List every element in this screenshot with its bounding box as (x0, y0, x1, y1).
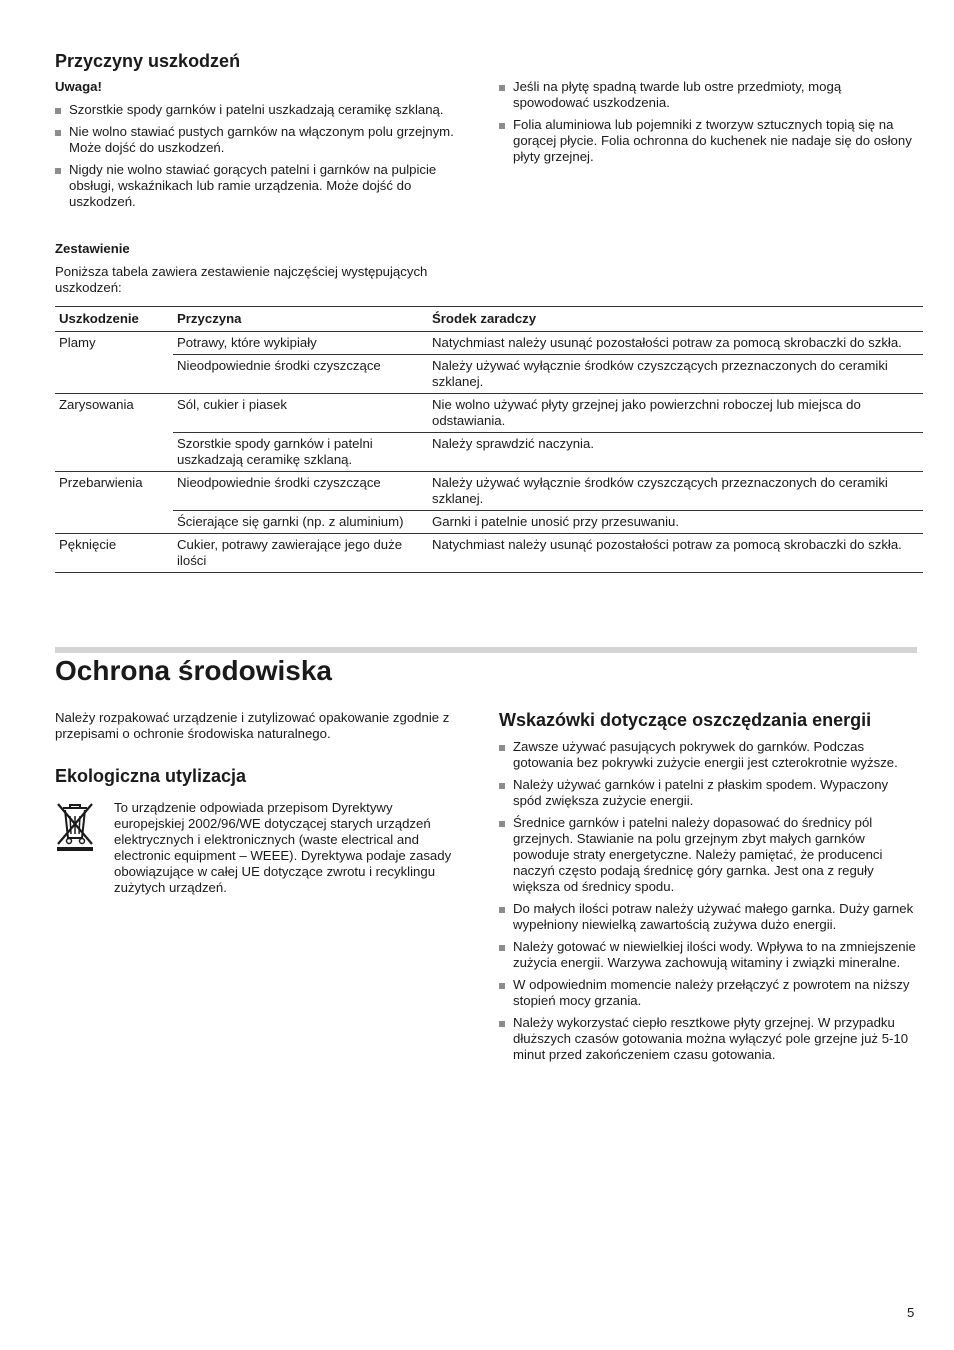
energy-saving-list (499, 739, 919, 1069)
cause-cell: Sól, cukier i piasek (173, 394, 428, 433)
table-header-row (55, 307, 923, 332)
list-item: Należy używać garnków i patelni z płaskim spodem. Wypaczony spód zwiększa zużycie energii. (499, 777, 919, 809)
damage-causes-title: Przyczyny uszkodzeń (55, 51, 241, 71)
cause-cell: Szorstkie spody garnków i patelni uszkadzają ceramikę szklaną. (173, 433, 428, 472)
table-row (55, 511, 923, 534)
table-row (55, 472, 923, 511)
list-item: Jeśli na płytę spadną twarde lub ostre przedmioty, mogą spowodować uszkodzenia. (499, 79, 919, 111)
table-row (55, 433, 923, 472)
remedy-cell: Nie wolno używać płyty grzejnej jako powierzchni roboczej lub miejsca do odstawiania. (428, 394, 923, 433)
damage-cell: Plamy (55, 332, 173, 394)
eco-disposal-title: Ekologiczna utylizacja (55, 766, 247, 786)
damage-table (55, 306, 923, 573)
column-header-damage: Uszkodzenie (55, 307, 173, 332)
remedy-cell: Należy używać wyłącznie środków czyszczących przeznaczonych do ceramiki szklanej. (428, 472, 923, 511)
remedy-cell: Należy sprawdzić naczynia. (428, 433, 923, 472)
list-item: Zawsze używać pasujących pokrywek do garnków. Podczas gotowania bez pokrywki zużycie energii jest czterokrotnie wyższe. (499, 739, 919, 771)
list-item: Nigdy nie wolno stawiać gorących patelni i garnków na pulpicie obsługi, wskaźnikach lub ramie urządzenia. Może dojść do uszkodzeń. (55, 162, 460, 210)
list-item: Szorstkie spody garnków i patelni uszkadzają ceramikę szklaną. (55, 102, 460, 118)
list-item: Do małych ilości potraw należy używać małego garnka. Duży garnek wypełniony niewielką zawartością zużywa dużo energii. (499, 901, 919, 933)
caution-list-right (499, 79, 919, 171)
damage-cell: Przebarwienia (55, 472, 173, 534)
caution-label: Uwaga! (55, 79, 102, 94)
summary-label: Zestawienie (55, 241, 130, 256)
table-row (55, 394, 923, 433)
table-row (55, 332, 923, 355)
damage-cell: Zarysowania (55, 394, 173, 472)
list-item: Folia aluminiowa lub pojemniki z tworzyw sztucznych topią się na gorącej płycie. Folia ochronna do kuchenek nie nadaje się do osłony płyty grzejnej. (499, 117, 919, 165)
crossed-bin-icon (55, 800, 95, 852)
section-divider (55, 647, 917, 653)
list-item: Nie wolno stawiać pustych garnków na włączonym polu grzejnym. Może dojść do uszkodzeń. (55, 124, 460, 156)
eco-disposal-text: To urządzenie odpowiada przepisom Dyrektywy europejskiej 2002/96/WE dotyczącej starych urządzeń elektrycznych i elektronicznych (waste electrical and electronic equipment – WEEE). Dyrektywa podaje zasady obowiązujące w całej UE dotyczące zwrotu i recyklingu zużytych urządzeń. (114, 800, 452, 895)
remedy-cell: Natychmiast należy usunąć pozostałości potraw za pomocą skrobaczki do szkła. (428, 534, 923, 573)
damage-cell: Pęknięcie (55, 534, 173, 573)
caution-list-left (55, 102, 460, 216)
cause-cell: Cukier, potrawy zawierające jego duże ilości (173, 534, 428, 573)
table-row (55, 355, 923, 394)
remedy-cell: Natychmiast należy usunąć pozostałości potraw za pomocą skrobaczki do szkła. (428, 332, 923, 355)
remedy-cell: Należy używać wyłącznie środków czyszczących przeznaczonych do ceramiki szklanej. (428, 355, 923, 394)
cause-cell: Nieodpowiednie środki czyszczące (173, 472, 428, 511)
cause-cell: Nieodpowiednie środki czyszczące (173, 355, 428, 394)
list-item: Należy wykorzystać ciepło resztkowe płyty grzejnej. W przypadku dłuższych czasów gotowania można wyłączyć pole grzejne już 5-10 minut przed zakończeniem czasu gotowania. (499, 1015, 919, 1063)
list-item: W odpowiednim momencie należy przełączyć z powrotem na niższy stopień mocy grzania. (499, 977, 919, 1009)
list-item: Średnice garnków i patelni należy dopasować do średnicy pól grzejnych. Stawianie na polu grzejnym zbyt małych garnków powoduje straty energetyczne. Należy pamiętać, że producenci naczyń często podają średnicę góry garnka. Jest ona z reguły większa od średnicy spodu. (499, 815, 919, 895)
list-item: Należy gotować w niewielkiej ilości wody. Wpływa to na zmniejszenie zużycia energii. Warzywa zachowują witaminy i związki mineralne. (499, 939, 919, 971)
cause-cell: Ścierające się garnki (np. z aluminium) (173, 511, 428, 534)
column-header-cause: Przyczyna (173, 307, 428, 332)
energy-saving-title: Wskazówki dotyczące oszczędzania energii (499, 710, 872, 730)
remedy-cell: Garnki i patelnie unosić przy przesuwaniu. (428, 511, 923, 534)
cause-cell: Potrawy, które wykipiały (173, 332, 428, 355)
page-number: 5 (907, 1305, 915, 1320)
environment-intro: Należy rozpakować urządzenie i zutylizować opakowanie zgodnie z przepisami o ochronie środowiska naturalnego. (55, 710, 450, 741)
environment-title: Ochrona środowiska (55, 655, 332, 686)
summary-text: Poniższa tabela zawiera zestawienie najczęściej występujących uszkodzeń: (55, 264, 428, 295)
table-row (55, 534, 923, 573)
column-header-remedy: Środek zaradczy (428, 307, 923, 332)
